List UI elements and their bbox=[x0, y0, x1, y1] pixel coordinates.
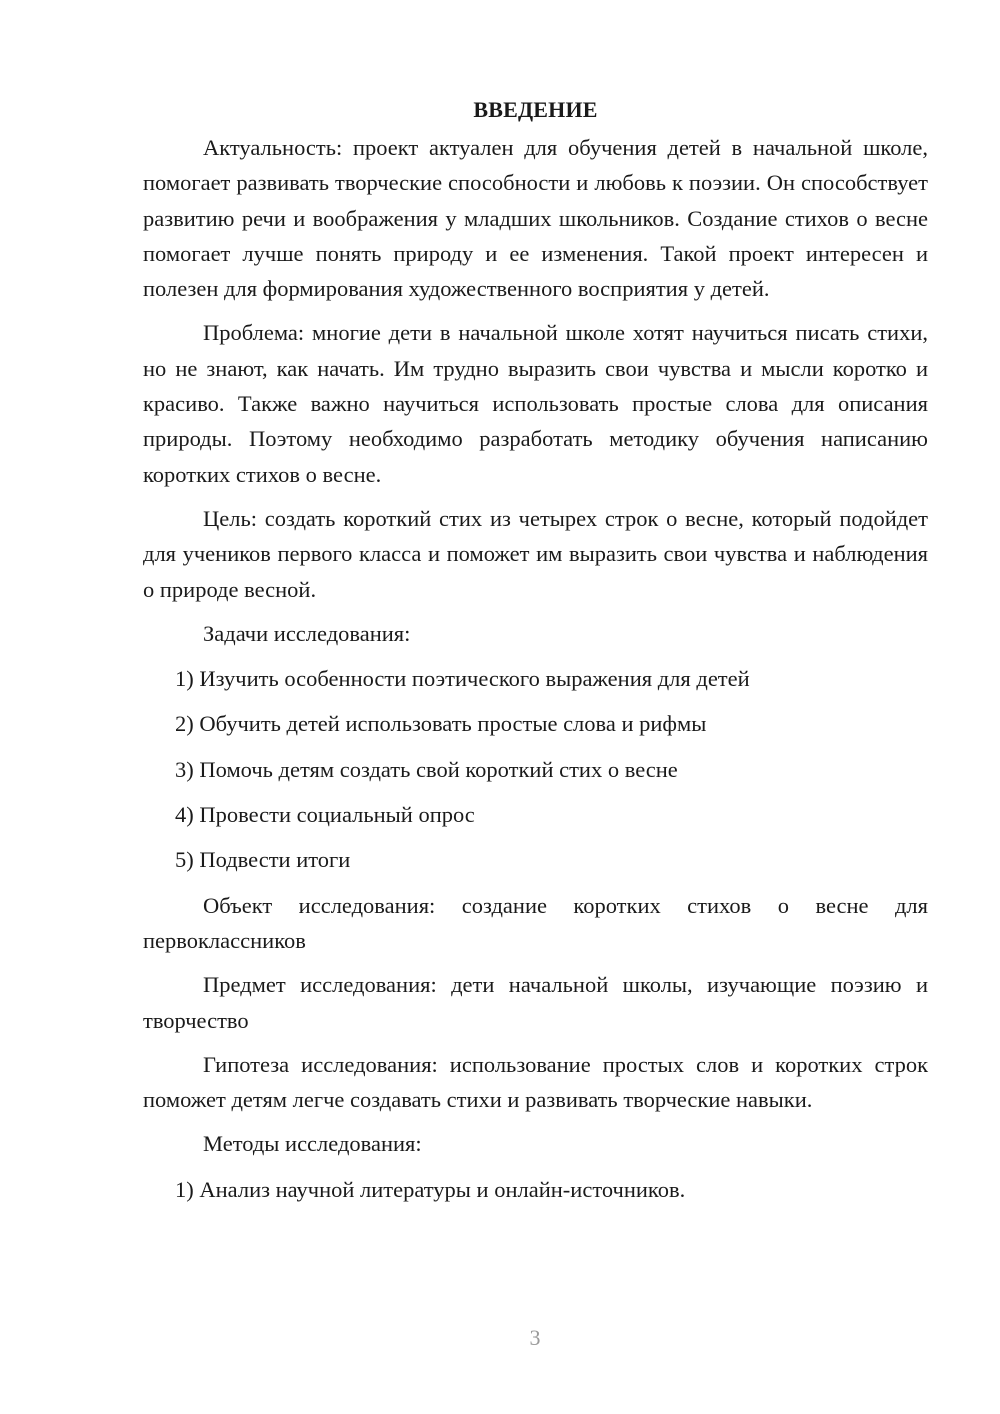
methods-heading: Методы исследования: bbox=[203, 1131, 422, 1157]
methods-list bbox=[143, 1172, 928, 1207]
object-paragraph: Объект исследования: создание коротких стихов о весне для первоклассников bbox=[143, 892, 928, 953]
list-item: 5) Подвести итоги bbox=[175, 847, 351, 873]
goal-paragraph: Цель: создать короткий стих из четырех строк о весне, который подойдет для учеников первого класса и поможет им выразить свои чувства и наблюдения о природе весной. bbox=[143, 505, 928, 602]
subject-paragraph: Предмет исследования: дети начальной школы, изучающие поэзию и творчество bbox=[143, 972, 928, 1033]
tasks-list bbox=[143, 661, 928, 877]
document-page bbox=[143, 92, 928, 1217]
list-item: 1) Изучить особенности поэтического выражения для детей bbox=[175, 666, 750, 692]
relevance-paragraph: Актуальность: проект актуален для обучения детей в начальной школе, помогает развивать творческие способности и любовь к поэзии. Он способствует развитию речи и воображения у младших школьников. Создание стихов о весне помогает лучше понять природу и ее изменения. Такой проект интересен и полезен для формирования художественного восприятия у детей. bbox=[143, 135, 928, 302]
list-item: 1) Анализ научной литературы и онлайн-источников. bbox=[175, 1176, 686, 1202]
problem-paragraph: Проблема: многие дети в начальной школе хотят научиться писать стихи, но не знают, как начать. Им трудно выразить свои чувства и мысли коротко и красиво. Также важно научиться использовать простые слова для описания природы. Поэтому необходимо разработать методику обучения написанию коротких стихов о весне. bbox=[143, 320, 928, 487]
hypothesis-paragraph: Гипотеза исследования: использование простых слов и коротких строк поможет детям легче создавать стихи и развивать творческие навыки. bbox=[143, 1051, 928, 1113]
list-item: 2) Обучить детей использовать простые слова и рифмы bbox=[175, 711, 707, 737]
tasks-heading: Задачи исследования: bbox=[203, 620, 411, 646]
page-number: 3 bbox=[529, 1325, 541, 1350]
list-item: 3) Помочь детям создать свой короткий стих о весне bbox=[175, 756, 678, 782]
list-item: 4) Провести социальный опрос bbox=[175, 802, 475, 828]
page-title: ВВЕДЕНИЕ bbox=[473, 97, 598, 122]
